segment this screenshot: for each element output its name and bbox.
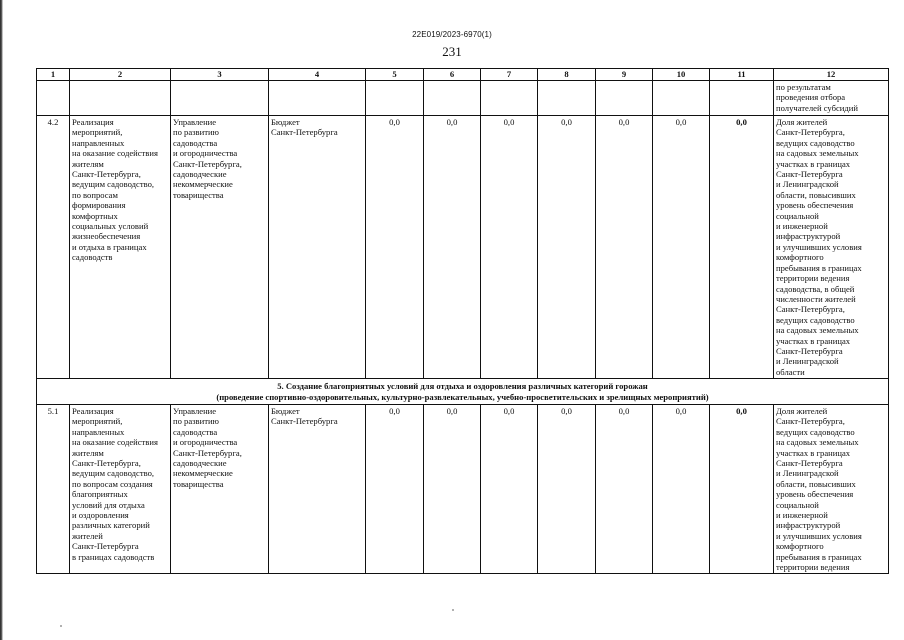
empty-cell <box>538 81 596 116</box>
column-header: 7 <box>481 69 538 81</box>
value-cell: 0,0 <box>366 404 424 574</box>
value-cell: 0,0 <box>424 404 481 574</box>
value-cell: 0,0 <box>538 404 596 574</box>
empty-cell <box>481 81 538 116</box>
column-header: 9 <box>596 69 653 81</box>
empty-cell <box>710 81 774 116</box>
scan-edge <box>0 0 3 640</box>
total-value-cell: 0,0 <box>710 404 774 574</box>
value-cell: 0,0 <box>653 404 710 574</box>
value-cell: 0,0 <box>596 116 653 379</box>
empty-cell <box>70 81 171 116</box>
column-header: 6 <box>424 69 481 81</box>
value-cell: 0,0 <box>481 404 538 574</box>
table-row-5-1 <box>37 404 889 574</box>
value-cell: 0,0 <box>366 116 424 379</box>
column-header: 4 <box>269 69 366 81</box>
value-cell: 0,0 <box>538 116 596 379</box>
executor-cell: Управление по развитию садоводства и огородничества Санкт-Петербурга, садоводческие некоммерческие товарищества <box>171 116 269 379</box>
measure-name: Реализация мероприятий, направленных на оказание содействия жителям Санкт-Петербурга, ведущим садоводство, по вопросам создания благоприятных условий для отдыха и оздоровления различных категорий жителей Санкт-Петербурга в границах садоводств <box>70 404 171 574</box>
funding-source: Бюджет Санкт-Петербурга <box>269 404 366 574</box>
empty-cell <box>653 81 710 116</box>
scan-speck <box>452 609 454 611</box>
row-number: 5.1 <box>37 404 70 574</box>
column-header: 1 <box>37 69 70 81</box>
table-row-4-2 <box>37 116 889 379</box>
section-subtitle: (проведение спортивно-оздоровительных, культурно-развлекательных, учебно-просветительских и зрелищных мероприятий) <box>216 391 709 402</box>
section-title: 5. Создание благоприятных условий для отдыха и оздоровления различных категорий горожан <box>277 381 648 392</box>
column-header: 2 <box>70 69 171 81</box>
empty-cell <box>366 81 424 116</box>
value-cell: 0,0 <box>481 116 538 379</box>
empty-cell <box>171 81 269 116</box>
column-header: 11 <box>710 69 774 81</box>
result-cell: Доля жителей Санкт-Петербурга, ведущих садоводство на садовых земельных участках в границах Санкт-Петербурга и Ленинградской области, повысивших уровень обеспечения социальной и инженерной инфраструктурой и улучшивших условия комфортного пребывания в границах территории ведения садоводства, в общей численности жителей Санкт-Петербурга, ведущих садоводство на садовых земельных участках в границах Санкт-Петербурга и Ленинградской области <box>774 116 889 379</box>
empty-cell <box>596 81 653 116</box>
column-header-row <box>37 69 889 81</box>
result-cell: по результатам проведения отбора получателей субсидий <box>774 81 889 116</box>
total-value-cell: 0,0 <box>710 116 774 379</box>
row-number: 4.2 <box>37 116 70 379</box>
section-title-cell <box>37 379 889 405</box>
scan-speck <box>60 625 62 627</box>
funding-source: Бюджет Санкт-Петербурга <box>269 116 366 379</box>
value-cell: 0,0 <box>596 404 653 574</box>
empty-cell <box>269 81 366 116</box>
column-header: 5 <box>366 69 424 81</box>
executor-cell: Управление по развитию садоводства и огородничества Санкт-Петербурга, садоводческие некоммерческие товарищества <box>171 404 269 574</box>
measure-name: Реализация мероприятий, направленных на оказание содействия жителям Санкт-Петербурга, ведущим садоводство, по вопросам формирования комфортных социальных условий жизнеобеспечения и отдыха в границах садоводств <box>70 116 171 379</box>
value-cell: 0,0 <box>424 116 481 379</box>
page-number: 231 <box>442 44 462 59</box>
section-5-header <box>37 379 889 405</box>
document-stamp: 22E019/2023-6970(1) <box>412 30 492 39</box>
column-header: 10 <box>653 69 710 81</box>
value-cell: 0,0 <box>653 116 710 379</box>
empty-cell <box>424 81 481 116</box>
program-table <box>36 68 889 574</box>
column-header: 12 <box>774 69 889 81</box>
column-header: 8 <box>538 69 596 81</box>
column-header: 3 <box>171 69 269 81</box>
result-cell: Доля жителей Санкт-Петербурга, ведущих садоводство на садовых земельных участках в границах Санкт-Петербурга и Ленинградской области, повысивших уровень обеспечения социальной и инженерной инфраструктурой и улучшивших условия комфортного пребывания в границах территории ведения <box>774 404 889 574</box>
empty-cell <box>37 81 70 116</box>
table-row-continuation <box>37 81 889 116</box>
